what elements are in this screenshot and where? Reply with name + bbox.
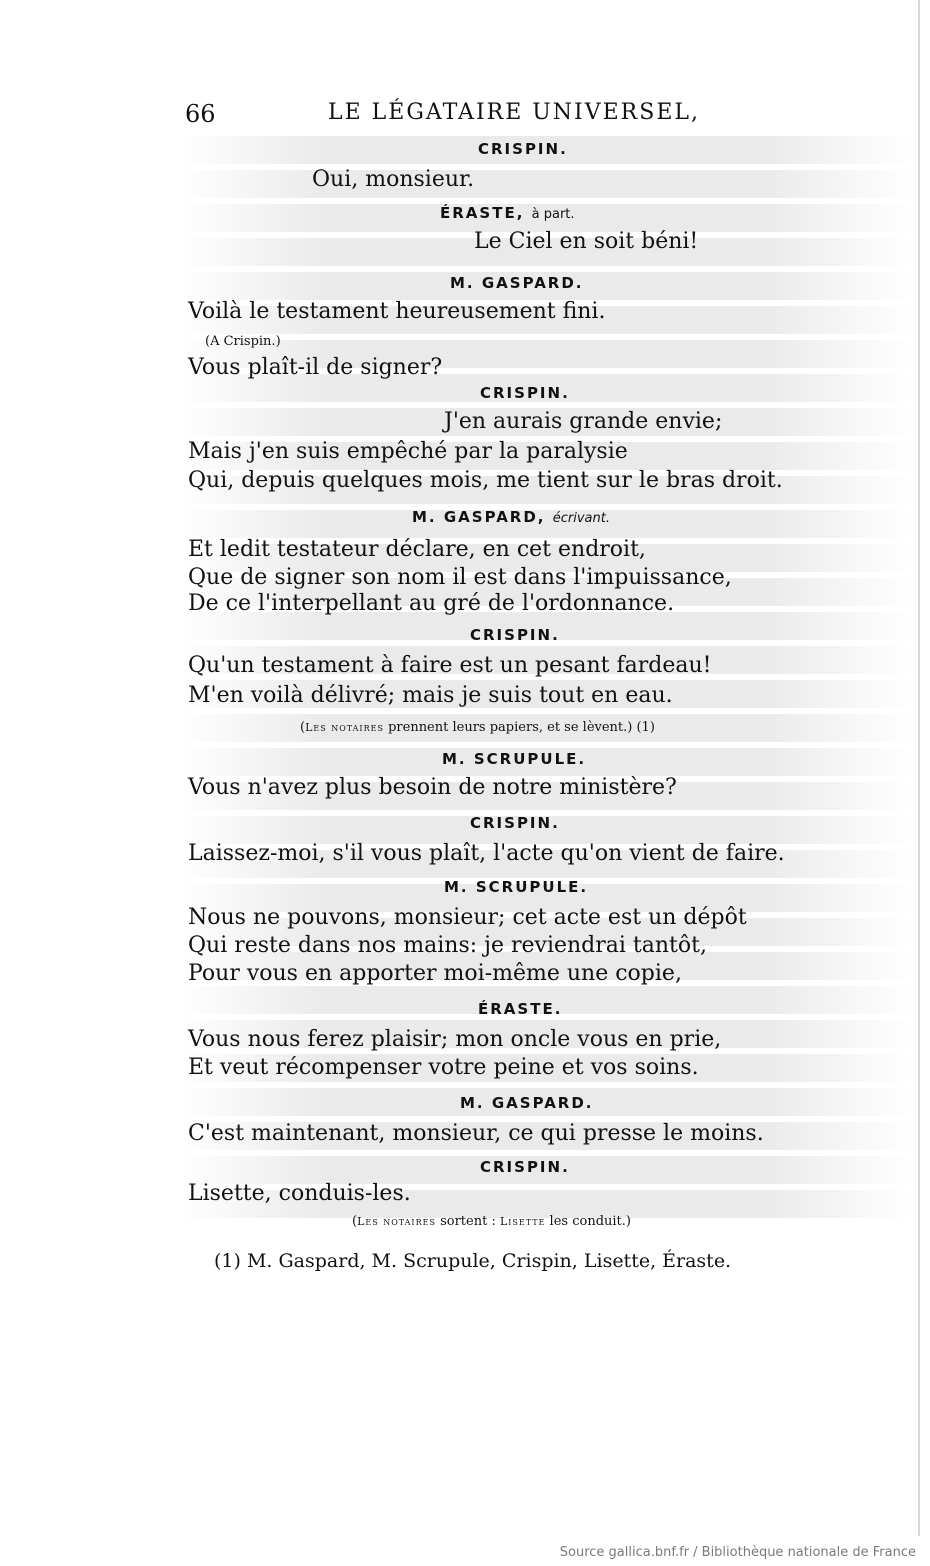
verse-line: Vous n'avez plus besoin de notre ministère? [188, 775, 677, 800]
verse-line: Vous plaît-il de signer? [188, 355, 443, 380]
stage-note: à part. [531, 207, 575, 222]
verse-line: Que de signer son nom il est dans l'impuissance, [188, 565, 732, 590]
speaker-name: CRISPIN. [478, 140, 568, 158]
speaker-with-note [412, 508, 610, 526]
speaker-name: M. GASPARD. [460, 1094, 594, 1112]
verse-line: Mais j'en suis empêché par la paralysie [188, 439, 628, 464]
verse-line: Laissez-moi, s'il vous plaît, l'acte qu'on vient de faire. [188, 841, 785, 866]
speaker-name: CRISPIN. [480, 384, 570, 402]
speaker-name: M. SCRUPULE. [444, 878, 589, 896]
verse-line: J'en aurais grande envie; [444, 409, 723, 434]
verse-line: Le Ciel en soit béni! [474, 229, 699, 254]
stage-direction [300, 720, 655, 735]
speaker-name: M. SCRUPULE. [442, 750, 587, 768]
verse-line: Vous nous ferez plaisir; mon oncle vous en prie, [188, 1027, 722, 1052]
stage-note: écrivant. [552, 511, 610, 526]
speaker-name: ÉRASTE. [478, 1000, 563, 1018]
speaker-name: ÉRASTE, [440, 204, 525, 222]
verse-line: Qu'un testament à faire est un pesant fardeau! [188, 653, 712, 678]
verse-line: C'est maintenant, monsieur, ce qui presse le moins. [188, 1121, 764, 1146]
verse-line: Qui reste dans nos mains: je reviendrai tantôt, [188, 933, 707, 958]
stage-text: prennent leurs papiers, et se lèvent.) (1) [383, 720, 655, 735]
stage-paren: ( [300, 720, 306, 735]
page-number: 66 [185, 100, 216, 128]
source-credit: Source gallica.bnf.fr / Bibliothèque nationale de France [559, 1545, 916, 1560]
verse-line: M'en voilà délivré; mais je suis tout en eau. [188, 683, 673, 708]
verse-line: Oui, monsieur. [312, 167, 475, 192]
speaker-name: CRISPIN. [470, 626, 560, 644]
stage-text: les conduit.) [545, 1214, 631, 1229]
verse-line: Lisette, conduis-les. [188, 1181, 411, 1206]
speaker-name: M. GASPARD, [412, 508, 546, 526]
verse-line: Voilà le testament heureusement fini. [188, 299, 606, 324]
stage-paren: ( [352, 1214, 358, 1229]
speaker-name: CRISPIN. [470, 814, 560, 832]
stage-text: sortent : [435, 1214, 500, 1229]
stage-smallcaps: Lisette [499, 1215, 546, 1228]
verse-line: Et ledit testateur déclare, en cet endroit, [188, 537, 646, 562]
stage-direction: (A Crispin.) [205, 334, 281, 349]
stage-direction [352, 1214, 631, 1229]
speaker-name: CRISPIN. [480, 1158, 570, 1176]
verse-line: Qui, depuis quelques mois, me tient sur le bras droit. [188, 468, 783, 493]
verse-line: De ce l'interpellant au gré de l'ordonnance. [188, 591, 675, 616]
verse-line: Et veut récompenser votre peine et vos soins. [188, 1055, 699, 1080]
stage-smallcaps: Les notaires [305, 721, 384, 734]
running-title: LE LÉGATAIRE UNIVERSEL, [328, 100, 700, 125]
verse-line: Nous ne pouvons, monsieur; cet acte est un dépôt [188, 905, 747, 930]
footnote: (1) M. Gaspard, M. Scrupule, Crispin, Lisette, Éraste. [214, 1250, 732, 1272]
stage-smallcaps: Les notaires [357, 1215, 436, 1228]
speaker-with-note [440, 204, 575, 222]
speaker-name: M. GASPARD. [450, 274, 584, 292]
verse-line: Pour vous en apporter moi-même une copie, [188, 961, 682, 986]
